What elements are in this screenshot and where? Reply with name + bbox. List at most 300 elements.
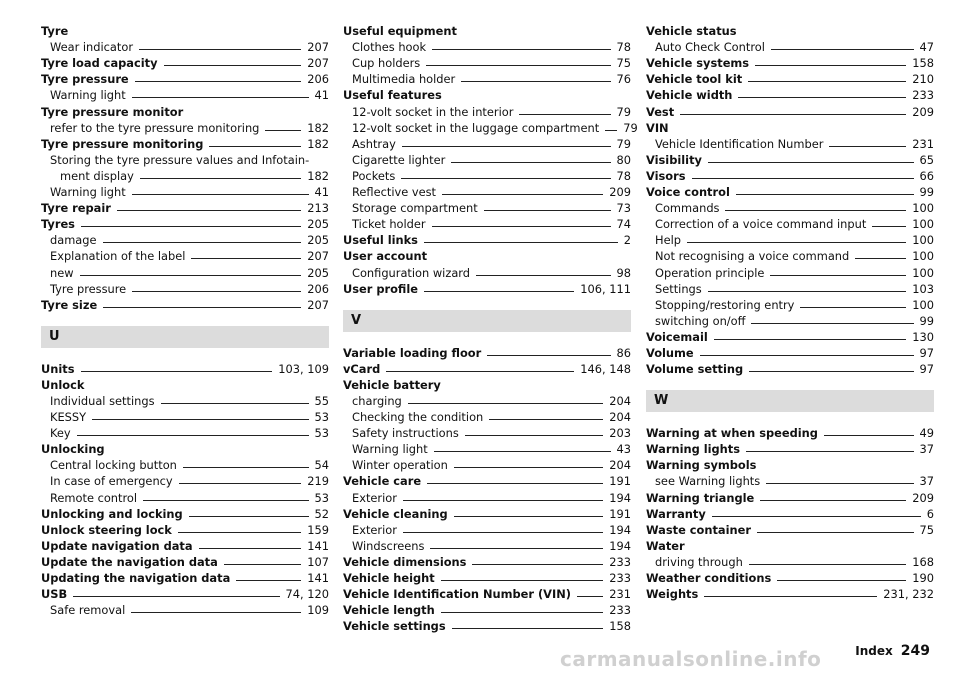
page-reference: 233 (609, 571, 631, 585)
entry-label: Warning light (352, 442, 428, 457)
leader-line (766, 483, 913, 484)
page-reference: 2 (623, 233, 631, 248)
index-subentry (41, 408, 329, 424)
page-reference: 47 (919, 40, 934, 55)
page-reference: 97 (919, 362, 934, 377)
entry-label: Individual settings (50, 393, 155, 408)
leader-line (132, 194, 309, 195)
index-subentry (343, 151, 631, 167)
entry-label: Exterior (352, 490, 397, 505)
leader-line (132, 291, 301, 292)
index-subentry (41, 280, 329, 296)
index-subentry (41, 247, 329, 263)
index-subentry (343, 135, 631, 151)
leader-line (139, 49, 301, 50)
entry-label: Pockets (352, 168, 396, 183)
index-subentry (343, 456, 631, 472)
entry-label: Unlocking and locking (41, 506, 183, 521)
leader-line (424, 242, 618, 243)
entry-label: Warranty (646, 506, 706, 521)
index-entry (343, 569, 631, 585)
page-reference: 204 (609, 410, 631, 425)
index-entry (41, 215, 329, 231)
entry-label: charging (352, 393, 402, 408)
leader-line (183, 467, 309, 468)
leader-line (403, 532, 603, 533)
page-reference: 205 (307, 265, 329, 280)
page-reference: 52 (314, 506, 329, 521)
index-subentry (343, 392, 631, 408)
page-reference: 204 (609, 393, 631, 408)
section-letter-heading: U (41, 326, 329, 348)
page-reference: 231 (609, 587, 631, 602)
entry-label: Vehicle height (343, 571, 435, 585)
page-reference: 49 (919, 426, 934, 441)
leader-line (408, 403, 603, 404)
index-heading: Useful features (343, 88, 442, 103)
page-reference: 75 (616, 56, 631, 71)
leader-line (824, 435, 914, 436)
index-subentry (646, 231, 934, 247)
index-entry (646, 86, 934, 102)
entry-label: Tyre pressure monitoring (41, 136, 204, 151)
index-heading: Unlocking (41, 442, 105, 457)
index-entry (646, 183, 934, 199)
leader-line (209, 146, 301, 147)
page-reference: 100 (912, 201, 934, 216)
leader-line (424, 291, 574, 292)
entry-label: Tyres (41, 217, 75, 232)
index-subentry (41, 263, 329, 279)
leader-line (872, 226, 906, 227)
leader-line (770, 275, 906, 276)
entry-label: Warning lights (646, 442, 741, 457)
leader-line (430, 548, 603, 549)
entry-label: Vehicle Identification Number (VIN) (343, 587, 571, 602)
index-heading: Warning symbols (646, 458, 757, 473)
page-reference: 100 (912, 265, 934, 280)
entry-label: Vehicle systems (646, 56, 750, 71)
index-subentry (41, 601, 329, 617)
entry-label: In case of emergency (50, 474, 173, 489)
entry-label: Vehicle care (343, 474, 422, 489)
entry-label: Winter operation (352, 458, 448, 473)
entry-label: Weights (646, 587, 699, 602)
index-entry (646, 360, 934, 376)
leader-line (704, 596, 877, 597)
entry-label: Warning light (50, 88, 126, 103)
entry-label: Configuration wizard (352, 265, 471, 280)
entry-label: Visors (646, 168, 686, 183)
page-reference: 100 (912, 233, 934, 248)
index-subentry (646, 312, 934, 328)
index-entry (343, 505, 631, 521)
leader-line (73, 596, 279, 597)
index-subentry (343, 424, 631, 440)
entry-label: ment display (60, 168, 134, 183)
leader-line (403, 500, 603, 501)
index-entry (41, 70, 329, 86)
watermark: carmanualsonline.info (560, 647, 822, 671)
entry-label: damage (50, 233, 97, 248)
index-entry (41, 505, 329, 521)
page-reference: 80 (616, 152, 631, 167)
entry-label: Variable loading floor (343, 345, 482, 360)
leader-line (680, 114, 906, 115)
page-reference: 213 (307, 201, 329, 216)
entry-label: see Warning lights (655, 474, 761, 489)
leader-line (236, 580, 301, 581)
leader-line (519, 114, 610, 115)
page-reference: 207 (307, 297, 329, 312)
index-subentry (343, 119, 638, 135)
page-reference: 79 (616, 104, 631, 119)
page-reference: 231 (912, 136, 934, 151)
leader-line (472, 564, 603, 565)
leader-line (687, 242, 906, 243)
entry-label: Vehicle settings (343, 619, 446, 634)
index-entry (343, 344, 631, 360)
entry-label: Central locking button (50, 458, 177, 473)
entry-label: vCard (343, 361, 381, 376)
index-subentry (41, 119, 329, 135)
leader-line (441, 580, 604, 581)
index-entry (41, 54, 329, 70)
page-reference: 55 (314, 393, 329, 408)
page-reference: 194 (609, 522, 631, 537)
leader-line (191, 258, 301, 259)
index-subentry (343, 54, 631, 70)
entry-label: Multimedia holder (352, 72, 456, 87)
page-reference: 194 (609, 538, 631, 553)
entry-label: switching on/off (655, 313, 746, 328)
page-number: 249 (900, 643, 930, 659)
entry-label: Explanation of the label (50, 249, 186, 264)
page-reference: 109 (307, 603, 329, 618)
index-entry (646, 102, 934, 118)
index-heading: Vehicle battery (343, 377, 441, 392)
index-subentry (343, 537, 631, 553)
entry-label: Vest (646, 104, 675, 119)
page-reference: 209 (609, 185, 631, 200)
entry-label: Volume setting (646, 362, 744, 377)
leader-line (605, 130, 617, 131)
entry-label: Useful links (343, 233, 418, 248)
entry-label: Settings (655, 281, 702, 296)
leader-line (432, 49, 610, 50)
entry-label: Unlock steering lock (41, 522, 172, 537)
leader-line (757, 532, 914, 533)
index-subentry (343, 199, 631, 215)
leader-line (708, 162, 914, 163)
page-reference: 203 (609, 426, 631, 441)
leader-line (748, 81, 906, 82)
leader-line (738, 97, 906, 98)
page-reference: 43 (616, 442, 631, 457)
index-subentry (343, 521, 631, 537)
entry-label: Tyre pressure (41, 72, 129, 87)
leader-line (751, 323, 913, 324)
page-reference: 74 (616, 217, 631, 232)
page-reference: 191 (609, 506, 631, 521)
page-reference: 76 (616, 72, 631, 87)
index-entry (343, 360, 631, 376)
page-reference: 182 (307, 168, 329, 183)
index-entry (41, 537, 329, 553)
leader-line (760, 500, 906, 501)
leader-line (749, 564, 906, 565)
entry-label: Tyre pressure (50, 281, 127, 296)
index-subentry (41, 183, 329, 199)
page-reference: 54 (314, 458, 329, 473)
leader-line (81, 371, 273, 372)
index-subentry (343, 183, 631, 199)
entry-label: Warning at when speeding (646, 426, 818, 441)
index-subentry (646, 553, 934, 569)
leader-line (777, 580, 906, 581)
leader-line (855, 258, 906, 259)
index-subentry (41, 392, 329, 408)
entry-label: KESSY (50, 410, 87, 425)
entry-label: driving through (655, 554, 743, 569)
entry-label: 12-volt socket in the luggage compartment (352, 120, 600, 135)
page-reference: 182 (307, 136, 329, 151)
page-reference: 194 (609, 490, 631, 505)
index-heading: Useful equipment (343, 24, 457, 39)
page-reference: 37 (919, 442, 934, 457)
page-reference: 100 (912, 217, 934, 232)
page-reference: 210 (912, 72, 934, 87)
page-reference: 78 (616, 40, 631, 55)
leader-line (800, 307, 906, 308)
page-reference: 182 (307, 120, 329, 135)
entry-label: Vehicle width (646, 88, 733, 103)
page-reference: 233 (609, 603, 631, 618)
index-heading: Tyre (41, 24, 69, 39)
entry-label: Voicemail (646, 329, 708, 344)
page-reference: 191 (609, 474, 631, 489)
leader-line (725, 210, 906, 211)
leader-line (452, 628, 604, 629)
entry-label: Help (655, 233, 681, 248)
page-reference: 53 (314, 490, 329, 505)
entry-label: Commands (655, 201, 720, 216)
index-entry (646, 424, 934, 440)
index-subentry (41, 488, 329, 504)
leader-line (736, 194, 914, 195)
index-entry (41, 296, 329, 312)
index-entry (343, 472, 631, 488)
leader-line (746, 451, 913, 452)
entry-label: USB (41, 587, 68, 602)
page-reference: 205 (307, 233, 329, 248)
page-reference: 99 (919, 185, 934, 200)
index-entry (343, 601, 631, 617)
leader-line (103, 242, 302, 243)
index-heading: Tyre pressure monitor (41, 104, 184, 119)
leader-line (117, 210, 301, 211)
index-subentry (343, 440, 631, 456)
index-entry (343, 617, 631, 633)
index-subentry (343, 38, 631, 54)
leader-line (692, 178, 914, 179)
leader-line (426, 65, 610, 66)
index-entry (646, 440, 934, 456)
index-entry (41, 569, 329, 585)
entry-label: Warning triangle (646, 490, 755, 505)
page-reference: 209 (912, 104, 934, 119)
index-entry (343, 553, 631, 569)
leader-line (92, 419, 308, 420)
page-reference: 97 (919, 345, 934, 360)
index-subentry (41, 38, 329, 54)
index-heading: Water (646, 538, 685, 553)
entry-label: 12-volt socket in the interior (352, 104, 514, 119)
index-entry (646, 505, 934, 521)
index-subentry (646, 280, 934, 296)
index-entry (343, 231, 631, 247)
index-entry (41, 553, 329, 569)
index-subentry (343, 488, 631, 504)
entry-label: Warning light (50, 185, 126, 200)
leader-line (432, 226, 611, 227)
leader-line (714, 339, 906, 340)
page-reference: 158 (912, 56, 934, 71)
leader-line (401, 178, 610, 179)
index-subentry (646, 247, 934, 263)
page-reference: 103, 109 (278, 361, 329, 376)
index-heading: VIN (646, 120, 669, 135)
leader-line (103, 307, 301, 308)
entry-label: Updating the navigation data (41, 571, 231, 585)
page-reference: 75 (919, 522, 934, 537)
leader-line (487, 355, 610, 356)
page-reference: 37 (919, 474, 934, 489)
entry-label: Not recognising a voice command (655, 249, 850, 264)
page-reference: 53 (314, 426, 329, 441)
leader-line (135, 81, 302, 82)
entry-label: Clothes hook (352, 40, 427, 55)
index-entry (646, 585, 934, 601)
index-subentry (343, 215, 631, 231)
entry-label: Ticket holder (352, 217, 426, 232)
page-reference: 73 (616, 201, 631, 216)
page-reference: 204 (609, 458, 631, 473)
entry-label: Tyre load capacity (41, 56, 158, 71)
leader-line (140, 178, 301, 179)
leader-line (442, 194, 603, 195)
leader-line (451, 162, 610, 163)
index-subentry (343, 167, 631, 183)
index-subentry (646, 215, 934, 231)
entry-label: Vehicle tool kit (646, 72, 743, 87)
leader-line (708, 291, 907, 292)
entry-label: Checking the condition (352, 410, 484, 425)
page-reference: 41 (314, 88, 329, 103)
entry-label: User profile (343, 281, 419, 296)
index-entry (646, 151, 934, 167)
page-reference: 141 (307, 538, 329, 553)
index-heading: Vehicle status (646, 24, 737, 39)
entry-label: Visibility (646, 152, 702, 167)
index-entry (646, 521, 934, 537)
leader-line (189, 516, 309, 517)
page-reference: 74, 120 (285, 587, 329, 602)
page-reference: 231, 232 (883, 587, 934, 602)
entry-label: Vehicle Identification Number (655, 136, 824, 151)
index-entry (41, 199, 329, 215)
page-reference: 206 (307, 72, 329, 87)
leader-line (80, 275, 302, 276)
index-entry (646, 167, 934, 183)
entry-label: Remote control (50, 490, 138, 505)
page-reference: 65 (919, 152, 934, 167)
entry-label: Safety instructions (352, 426, 459, 441)
leader-line (434, 451, 611, 452)
index-entry (646, 488, 934, 504)
entry-label: Operation principle (655, 265, 765, 280)
leader-line (476, 275, 610, 276)
entry-label: refer to the tyre pressure monitoring (50, 120, 260, 135)
index-heading: User account (343, 249, 428, 264)
page-reference: 158 (609, 619, 631, 634)
index-subentry (646, 38, 934, 54)
index-subentry (41, 424, 329, 440)
leader-line (755, 65, 906, 66)
index-subentry (343, 70, 631, 86)
index-entry (646, 328, 934, 344)
section-letter-heading: V (343, 310, 631, 332)
entry-label: Update navigation data (41, 538, 193, 553)
index-subentry (646, 296, 934, 312)
entry-label: new (50, 265, 74, 280)
index-entry (41, 521, 329, 537)
page-reference: 219 (307, 474, 329, 489)
page-reference: 233 (609, 554, 631, 569)
index-entry (343, 280, 631, 296)
index-subentry (41, 472, 329, 488)
index-column-1 (41, 22, 329, 617)
leader-line (829, 146, 906, 147)
leader-line (132, 97, 309, 98)
page-reference: 130 (912, 329, 934, 344)
entry-label: Vehicle dimensions (343, 554, 467, 569)
leader-line (265, 130, 301, 131)
page-reference: 206 (307, 281, 329, 296)
index-column-3 (646, 22, 934, 601)
page-reference: 159 (307, 522, 329, 537)
leader-line (402, 146, 611, 147)
leader-line (441, 612, 604, 613)
page-reference: 106, 111 (580, 281, 631, 296)
entry-label: Weather conditions (646, 571, 772, 585)
leader-line (465, 435, 603, 436)
leader-line (454, 516, 604, 517)
entry-label: Tyre repair (41, 201, 111, 216)
page-reference: 103 (912, 281, 934, 296)
page-reference: 100 (912, 249, 934, 264)
leader-line (131, 612, 301, 613)
entry-label: Tyre size (41, 297, 98, 312)
index-subentry (646, 472, 934, 488)
index-column-2 (343, 22, 638, 634)
entry-label: Cup holders (352, 56, 421, 71)
index-subentry (646, 199, 934, 215)
section-letter-heading: W (646, 390, 934, 412)
leader-line (484, 210, 611, 211)
index-heading: Unlock (41, 377, 85, 392)
page-reference: 41 (314, 185, 329, 200)
